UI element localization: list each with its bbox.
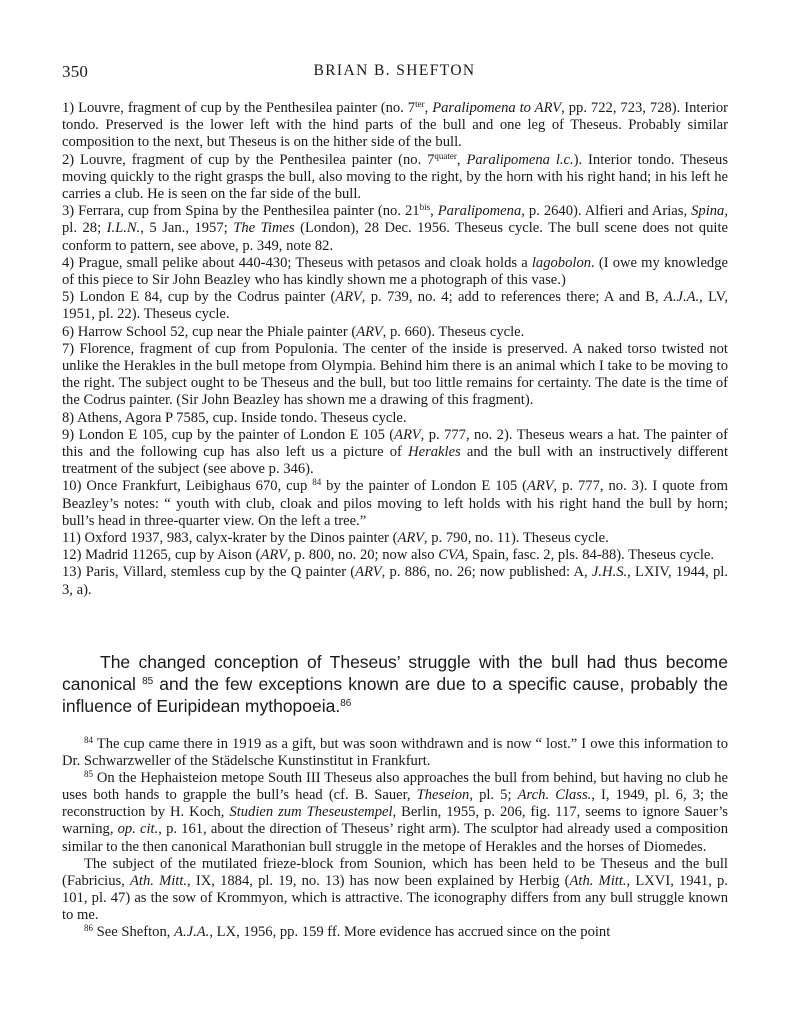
body-paragraph: The changed conception of Theseus’ struggle with the bull had thus become canonical $^{85}$ and the few exceptions known are due to a specific cause, probably the influence of Euripidean mythopoeia.$^{86}$ xyxy=(62,652,728,716)
running-head: BRIAN B. SHEFTON xyxy=(313,62,476,79)
footnotes xyxy=(62,736,728,941)
page-header xyxy=(62,62,727,84)
catalog-entry-1: 1) Louvre, fragment of cup by the Penthesilea painter (no. $7^{ter}$, Paralipomena to ARV, pp. 722, 723, 728). Interior tondo. Preserved is the lower left with the hind parts of the bull and one leg of Theseus. Probably similar composition to the next, but Theseus is on the hither side of the bull. xyxy=(62,99,729,151)
footnote-85b: The subject of the mutilated frieze-block from Sounion, which has been held to be Theseus and the bull (Fabricius, Ath. Mitt., IX, 1884, pl. 19, no. 13) has now been explained by Herbig (Ath. Mitt., LXVI, 1941, p. 101, pl. 47) as the sow of Krommyon, which is attractive. The iconography differs from any bull struggle known to me. xyxy=(62,855,728,923)
catalog-entry-10: 10) Once Frankfurt, Leibighaus 670, cup $^{84}$ by the painter of London E 105 (ARV, p. 777, no. 3). I quote from Beazley’s notes: “ youth with club, cloak and pilos moving to left holds with his right hand the bull by horn; bull’s head in three-quarter view. On the left a tree.” xyxy=(62,477,728,529)
catalog-entry-11: 11) Oxford 1937, 983, calyx-krater by the Dinos painter (ARV, p. 790, no. 11). Theseus cycle. xyxy=(62,530,609,547)
catalog-entry-7: 7) Florence, fragment of cup from Populonia. The center of the inside is preserved. A naked torso twisted not unlike the Herakles in the bull metope from Olympia. Behind him there is an animal which I take to be moving to the right. The subject ought to be Theseus and the bull, but too little remains for certainty. The date is the time of the Codrus painter. (Sir John Beazley has shown me a drawing of this fragment). xyxy=(62,340,728,409)
catalog-entry-4: 4) Prague, small pelike about 440-430; Theseus with petasos and cloak holds a lagobolon. (I owe my knowledge of this piece to Sir John Beazley who has kindly shown me a photograph of this vase.) xyxy=(62,254,728,289)
footnote-86: $^{86}$ See Shefton, A.J.A., LX, 1956, pp. 159 ff. More evidence has accrued since on the point xyxy=(84,923,611,941)
footnote-85: $^{85}$ On the Hephaisteion metope South III Theseus also approaches the bull from behind, but having no club he uses both hands to grapple the bull’s head (cf. B. Sauer, Theseion, pl. 5; Arch. Class., I, 1949, pl. 6, 3; the reconstruction by H. Koch, Studien zum Theseustempel, Berlin, 1955, p. 206, fig. 117, seems to ignore Sauer’s warning, op. cit., p. 161, about the direction of Theseus’ right arm). The sculptor had already used a composition similar to the then canonical Marathonian bull struggle in the metope of Herakles and the horses of Diomedes. xyxy=(62,769,728,855)
catalog-entry-5: 5) London E 84, cup by the Codrus painter (ARV, p. 739, no. 4; add to references there; A and B, A.J.A., LV, 1951, pl. 22). Theseus cycle. xyxy=(62,289,728,323)
page-number: 350 xyxy=(62,62,89,81)
footnote-84: $^{84}$ The cup came there in 1919 as a gift, but was soon withdrawn and is now “ lost.” I owe this information to Dr. Schwarzweller of the Städelsche Kunstinstitut in Frankfurt. xyxy=(62,735,728,770)
vase-catalog-list xyxy=(62,100,728,599)
catalog-entry-9: 9) London E 105, cup by the painter of London E 105 (ARV, p. 777, no. 2). Theseus wears a hat. The painter of this and the following cup has also left us a picture of Herakles and the bull with an instructively different treatment of the subject (see above p. 346). xyxy=(62,426,728,478)
catalog-entry-12: 12) Madrid 11265, cup by Aison (ARV, p. 800, no. 20; now also CVA, Spain, fasc. 2, pls. 84-88). Theseus cycle. xyxy=(62,547,715,564)
catalog-entry-3: 3) Ferrara, cup from Spina by the Penthesilea painter (no. $21^{bis}$, Paralipomena, p. 2640). Alfieri and Arias, Spina, pl. 28; I.L.N., 5 Jan., 1957; The Times (London), 28 Dec. 1956. Theseus cycle. The bull scene does not quite conform to pattern, see above, p. 349, note 82. xyxy=(62,202,729,254)
catalog-entry-8: 8) Athens, Agora P 7585, cup. Inside tondo. Theseus cycle. xyxy=(62,409,407,426)
catalog-entry-13: 13) Paris, Villard, stemless cup by the Q painter (ARV, p. 886, no. 26; now published: A, J.H.S., LXIV, 1944, pl. 3, a). xyxy=(62,564,728,598)
catalog-entry-6: 6) Harrow School 52, cup near the Phiale painter (ARV, p. 660). Theseus cycle. xyxy=(62,323,525,340)
catalog-entry-2: 2) Louvre, fragment of cup by the Penthesilea painter (no. $7^{quater}$, Paralipomena l.c.). Interior tondo. Theseus moving quickly to the right grasps the bull, also moving to the right, by the horn with his right hand; in his left he carries a club. He is seen on the far side of the bull. xyxy=(62,150,729,203)
